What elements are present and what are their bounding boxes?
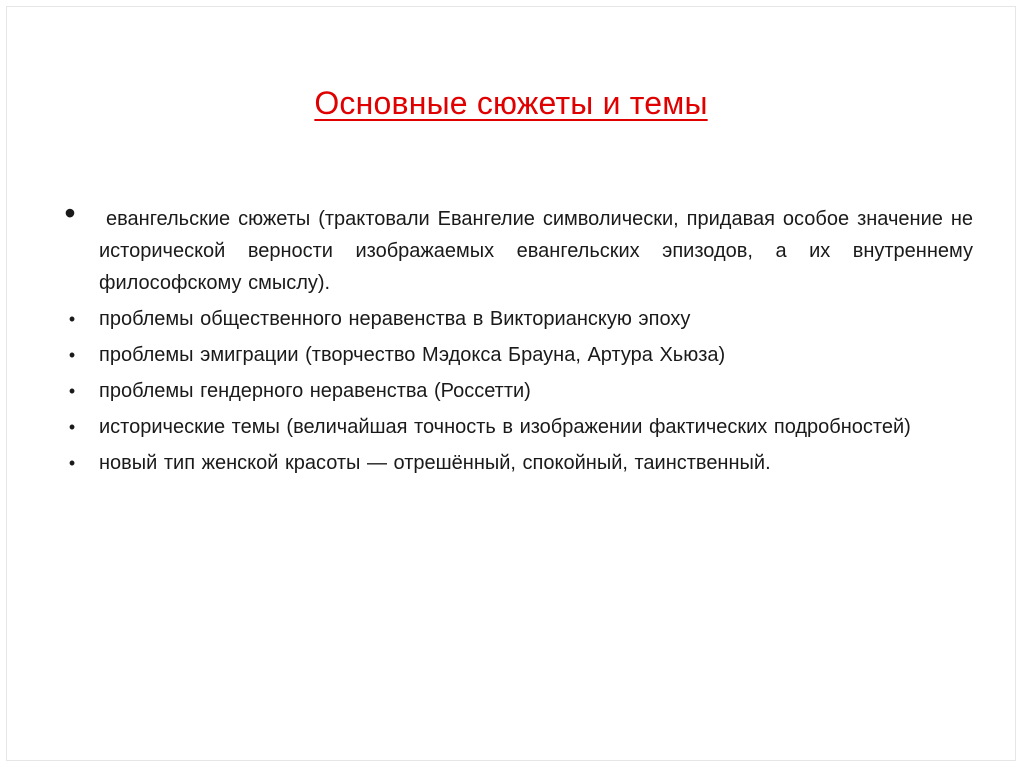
- list-item: [61, 339, 973, 371]
- bullet-icon: •: [64, 195, 76, 231]
- list-item-text: проблемы эмиграции (творчество Мэдокса Брауна, Артура Хьюза): [99, 344, 726, 366]
- list-item-text: проблемы гендерного неравенства (Россетти): [99, 380, 531, 402]
- bullet-list: [61, 195, 973, 483]
- list-item: [61, 195, 973, 299]
- list-item-text: исторические темы (величайшая точность в изображении фактических подробностей): [99, 416, 911, 438]
- list-item: [61, 303, 973, 335]
- bullet-icon: •: [68, 453, 76, 473]
- list-item: [61, 447, 973, 479]
- list-item: [61, 375, 973, 407]
- list-item-text: евангельские сюжеты (трактовали Евангелие символически, придавая особое значение не исторической верности изображаемых евангельских эпизодов, а их внутреннему философскому смыслу).: [99, 208, 973, 294]
- bullet-icon: •: [68, 345, 76, 365]
- list-item-text: новый тип женской красоты — отрешённый, спокойный, таинственный.: [99, 452, 771, 474]
- list-item-text: проблемы общественного неравенства в Викторианскую эпоху: [99, 308, 691, 330]
- bullet-icon: •: [68, 381, 76, 401]
- slide-title: Основные сюжеты и темы: [314, 85, 708, 121]
- list-item: [61, 411, 973, 443]
- bullet-icon: •: [68, 309, 76, 329]
- bullet-icon: •: [68, 417, 76, 437]
- slide: [6, 6, 1016, 761]
